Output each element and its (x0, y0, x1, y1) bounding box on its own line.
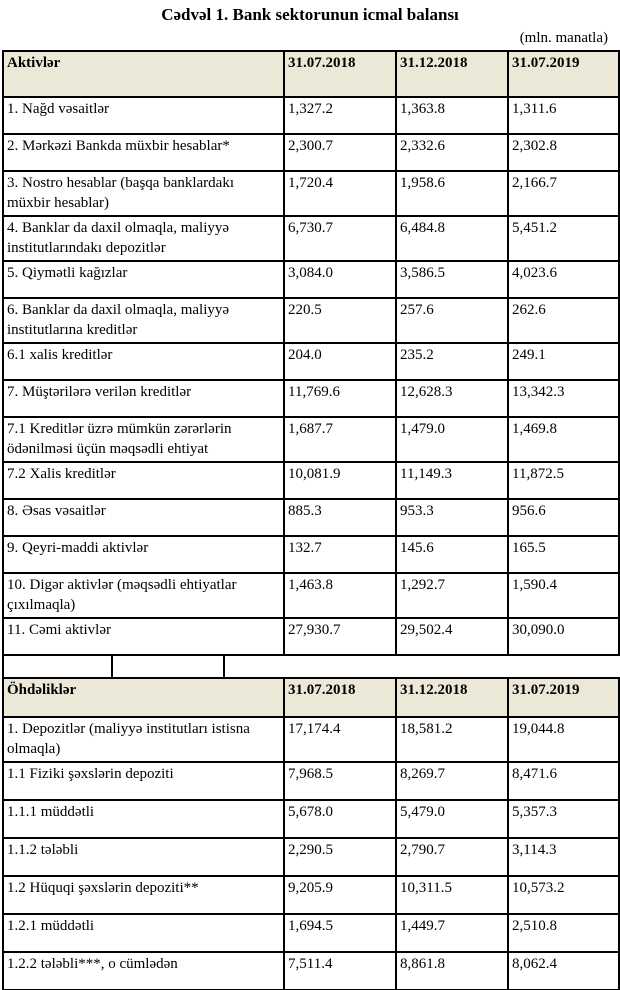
column-header-date: 31.07.2018 (284, 51, 396, 97)
row-value: 11,872.5 (508, 462, 619, 499)
row-value: 5,479.0 (396, 800, 508, 838)
table-row (3, 97, 619, 134)
row-value: 132.7 (284, 536, 396, 573)
row-value: 3,084.0 (284, 261, 396, 298)
table-row (3, 343, 619, 380)
row-label: 3. Nostro hesablar (başqa banklardakı müxbir hesablar) (3, 171, 284, 216)
table-row (3, 134, 619, 171)
row-value: 30,090.0 (508, 618, 619, 655)
row-value: 1,311.6 (508, 97, 619, 134)
row-value: 145.6 (396, 536, 508, 573)
row-value: 1,590.4 (508, 573, 619, 618)
row-value: 956.6 (508, 499, 619, 536)
row-value: 2,290.5 (284, 838, 396, 876)
table-row (3, 462, 619, 499)
unit-note: (mln. manatla) (519, 30, 608, 46)
row-value: 249.1 (508, 343, 619, 380)
row-value: 262.6 (508, 298, 619, 343)
row-value: 13,342.3 (508, 380, 619, 417)
row-value: 2,790.7 (396, 838, 508, 876)
column-header-date: 31.07.2018 (284, 678, 396, 717)
row-value: 220.5 (284, 298, 396, 343)
liabilities-header-label: Öhdəliklər (3, 678, 284, 717)
row-value: 2,510.8 (508, 914, 619, 952)
table-row (3, 417, 619, 462)
row-value: 5,357.3 (508, 800, 619, 838)
row-value: 2,166.7 (508, 171, 619, 216)
row-value: 204.0 (284, 343, 396, 380)
row-value: 12,628.3 (396, 380, 508, 417)
row-value: 11,769.6 (284, 380, 396, 417)
gap-divider-line (111, 656, 113, 677)
table-row (3, 800, 619, 838)
table-row (3, 762, 619, 800)
row-value: 1,292.7 (396, 573, 508, 618)
row-value: 7,511.4 (284, 952, 396, 990)
table-row (3, 380, 619, 417)
table-row (3, 171, 619, 216)
row-label: 1.2 Hüquqi şəxslərin depoziti** (3, 876, 284, 914)
row-value: 1,694.5 (284, 914, 396, 952)
gap-divider-line (223, 656, 225, 677)
row-value: 4,023.6 (508, 261, 619, 298)
table-row (3, 536, 619, 573)
row-label: 1.1.2 tələbli (3, 838, 284, 876)
table-row (3, 216, 619, 261)
assets-header-label: Aktivlər (3, 51, 284, 97)
row-label: 2. Mərkəzi Bankda müxbir hesablar* (3, 134, 284, 171)
row-label: 7.2 Xalis kreditlər (3, 462, 284, 499)
row-label: 11. Cəmi aktivlər (3, 618, 284, 655)
column-header-date: 31.07.2019 (508, 678, 619, 717)
row-value: 1,479.0 (396, 417, 508, 462)
row-value: 8,269.7 (396, 762, 508, 800)
assets-table (2, 50, 620, 656)
row-value: 235.2 (396, 343, 508, 380)
row-value: 8,471.6 (508, 762, 619, 800)
row-label: 7. Müştərilərə verilən kreditlər (3, 380, 284, 417)
row-value: 2,302.8 (508, 134, 619, 171)
row-value: 165.5 (508, 536, 619, 573)
column-header-date: 31.12.2018 (396, 51, 508, 97)
row-value: 8,062.4 (508, 952, 619, 990)
row-value: 1,469.8 (508, 417, 619, 462)
row-value: 2,332.6 (396, 134, 508, 171)
row-value: 1,327.2 (284, 97, 396, 134)
row-value: 17,174.4 (284, 717, 396, 762)
table-row (3, 298, 619, 343)
liabilities-table (2, 677, 620, 990)
row-value: 6,484.8 (396, 216, 508, 261)
row-value: 10,573.2 (508, 876, 619, 914)
row-value: 19,044.8 (508, 717, 619, 762)
row-label: 1. Depozitlər (maliyyə institutları istisna olmaqla) (3, 717, 284, 762)
table-gap-strip (2, 656, 620, 677)
liabilities-header-row (3, 678, 619, 717)
row-value: 8,861.8 (396, 952, 508, 990)
row-value: 1,363.8 (396, 97, 508, 134)
row-value: 1,463.8 (284, 573, 396, 618)
row-value: 29,502.4 (396, 618, 508, 655)
row-label: 9. Qeyri-maddi aktivlər (3, 536, 284, 573)
row-label: 5. Qiymətli kağızlar (3, 261, 284, 298)
row-label: 6.1 xalis kreditlər (3, 343, 284, 380)
table-row (3, 717, 619, 762)
row-label: 1.2.1 müddətli (3, 914, 284, 952)
row-label: 8. Əsas vəsaitlər (3, 499, 284, 536)
page-title: Cədvəl 1. Bank sektorunun icmal balansı (161, 5, 459, 24)
row-value: 1,958.6 (396, 171, 508, 216)
row-value: 1,449.7 (396, 914, 508, 952)
assets-header-row (3, 51, 619, 97)
table-row (3, 261, 619, 298)
row-value: 885.3 (284, 499, 396, 536)
row-value: 953.3 (396, 499, 508, 536)
row-value: 10,311.5 (396, 876, 508, 914)
table-row (3, 499, 619, 536)
row-value: 5,678.0 (284, 800, 396, 838)
row-value: 2,300.7 (284, 134, 396, 171)
row-label: 7.1 Kreditlər üzrə mümkün zərərlərin ödənilməsi üçün məqsədli ehtiyat (3, 417, 284, 462)
table-row (3, 952, 619, 990)
row-value: 6,730.7 (284, 216, 396, 261)
row-label: 1.2.2 tələbli***, o cümlədən (3, 952, 284, 990)
row-value: 27,930.7 (284, 618, 396, 655)
table-row (3, 876, 619, 914)
row-label: 10. Digər aktivlər (məqsədli ehtiyatlar çıxılmaqla) (3, 573, 284, 618)
row-label: 1.1.1 müddətli (3, 800, 284, 838)
column-header-date: 31.07.2019 (508, 51, 619, 97)
row-value: 1,687.7 (284, 417, 396, 462)
table-row (3, 573, 619, 618)
row-value: 7,968.5 (284, 762, 396, 800)
table-row (3, 838, 619, 876)
row-value: 9,205.9 (284, 876, 396, 914)
row-value: 18,581.2 (396, 717, 508, 762)
row-label: 4. Banklar da daxil olmaqla, maliyyə institutlarındakı depozitlər (3, 216, 284, 261)
row-value: 3,586.5 (396, 261, 508, 298)
row-label: 6. Banklar da daxil olmaqla, maliyyə institutlarına kreditlər (3, 298, 284, 343)
row-label: 1. Nağd vəsaitlər (3, 97, 284, 134)
row-value: 3,114.3 (508, 838, 619, 876)
table-row (3, 914, 619, 952)
row-value: 10,081.9 (284, 462, 396, 499)
table-row (3, 618, 619, 655)
row-value: 11,149.3 (396, 462, 508, 499)
row-label: 1.1 Fiziki şəxslərin depoziti (3, 762, 284, 800)
column-header-date: 31.12.2018 (396, 678, 508, 717)
row-value: 1,720.4 (284, 171, 396, 216)
row-value: 257.6 (396, 298, 508, 343)
row-value: 5,451.2 (508, 216, 619, 261)
